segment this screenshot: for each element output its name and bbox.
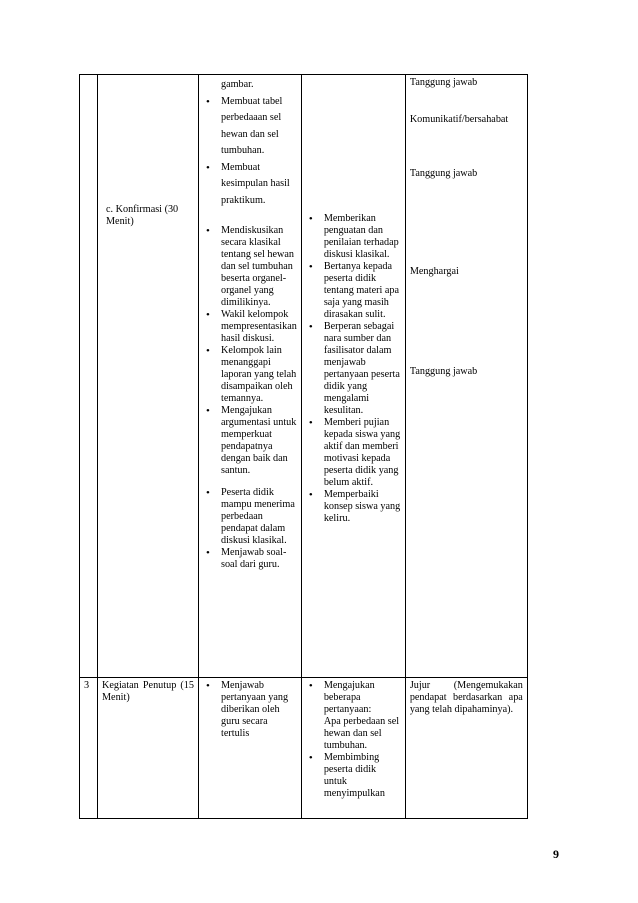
list-item: • Menjawab soal-soal dari guru. — [203, 547, 297, 571]
list-item: • Membimbing peserta didik untuk menyimpulkan — [306, 752, 401, 800]
list-item: • Kelompok lain menanggapi laporan yang telah disampaikan oleh temannya. — [203, 345, 297, 405]
cell-character-values: Jujur (Mengemukakan pendapat berdasarkan apa yang telah dipahaminya). — [405, 678, 527, 819]
table-row — [80, 678, 528, 819]
list-item: • Mendiskusikan secara klasikal tentang sel hewan dan sel tumbuhan beserta organel-organel yang dimilikinya. — [203, 225, 297, 309]
cell-student-activity — [199, 678, 302, 819]
value-text: Tanggung jawab — [409, 366, 478, 377]
lesson-plan-table — [79, 74, 528, 819]
cell-activity — [98, 75, 199, 678]
cell-activity: Kegiatan Penutup (15 Menit) — [98, 678, 199, 819]
question-intro: Mengajukan beberapa pertanyaan: — [323, 680, 375, 715]
list-item — [306, 680, 401, 752]
continuation-text: gambar. — [221, 79, 254, 90]
value-text: Menghargai — [409, 266, 459, 277]
list-item: • Membuat kesimpulan hasil praktikum. — [203, 160, 297, 210]
konfirmasi-label: c. Konfirmasi (30 Menit) — [106, 204, 179, 227]
value-text: Komunikatif/bersahabat — [409, 114, 509, 125]
table-row — [80, 75, 528, 678]
value-text: Tanggung jawab — [409, 168, 478, 179]
cell-teacher-activity — [301, 678, 405, 819]
list-item: • Bertanya kepada peserta didik tentang materi apa saja yang masih dirasakan sulit. — [306, 261, 401, 321]
list-item: • Memperbaiki konsep siswa yang keliru. — [306, 489, 401, 525]
list-item: • Membuat tabel perbedaaan sel hewan dan sel tumbuhan. — [203, 94, 297, 160]
cell-number: 3 — [80, 678, 98, 819]
list-item: • Mengajukan argumentasi untuk memperkuat pendapatnya dengan baik dan santun. — [203, 405, 297, 477]
question-text: Apa perbedaan sel hewan dan sel tumbuhan. — [323, 716, 400, 751]
list-item: • Berperan sebagai nara sumber dan fasilisator dalam menjawab pertanyaan peserta didik yang mengalami kesulitan. — [306, 321, 401, 417]
value-text: Tanggung jawab — [409, 77, 478, 88]
page-number: 9 — [553, 847, 559, 861]
list-item: • Memberikan penguatan dan penilaian terhadap diskusi klasikal. — [306, 213, 401, 261]
cell-teacher-activity — [301, 75, 405, 678]
cell-character-values — [405, 75, 527, 678]
cell-number — [80, 75, 98, 678]
list-item: • Menjawab pertanyaan yang diberikan oleh guru secara tertulis — [203, 680, 297, 740]
list-item: • Wakil kelompok mempresentasikan hasil diskusi. — [203, 309, 297, 345]
list-item: • Peserta didik mampu menerima perbedaan pendapat dalam diskusi klasikal. — [203, 487, 297, 547]
cell-student-activity — [199, 75, 302, 678]
list-item: • Memberi pujian kepada siswa yang aktif dan memberi motivasi kepada peserta didik yang belum aktif. — [306, 417, 401, 489]
